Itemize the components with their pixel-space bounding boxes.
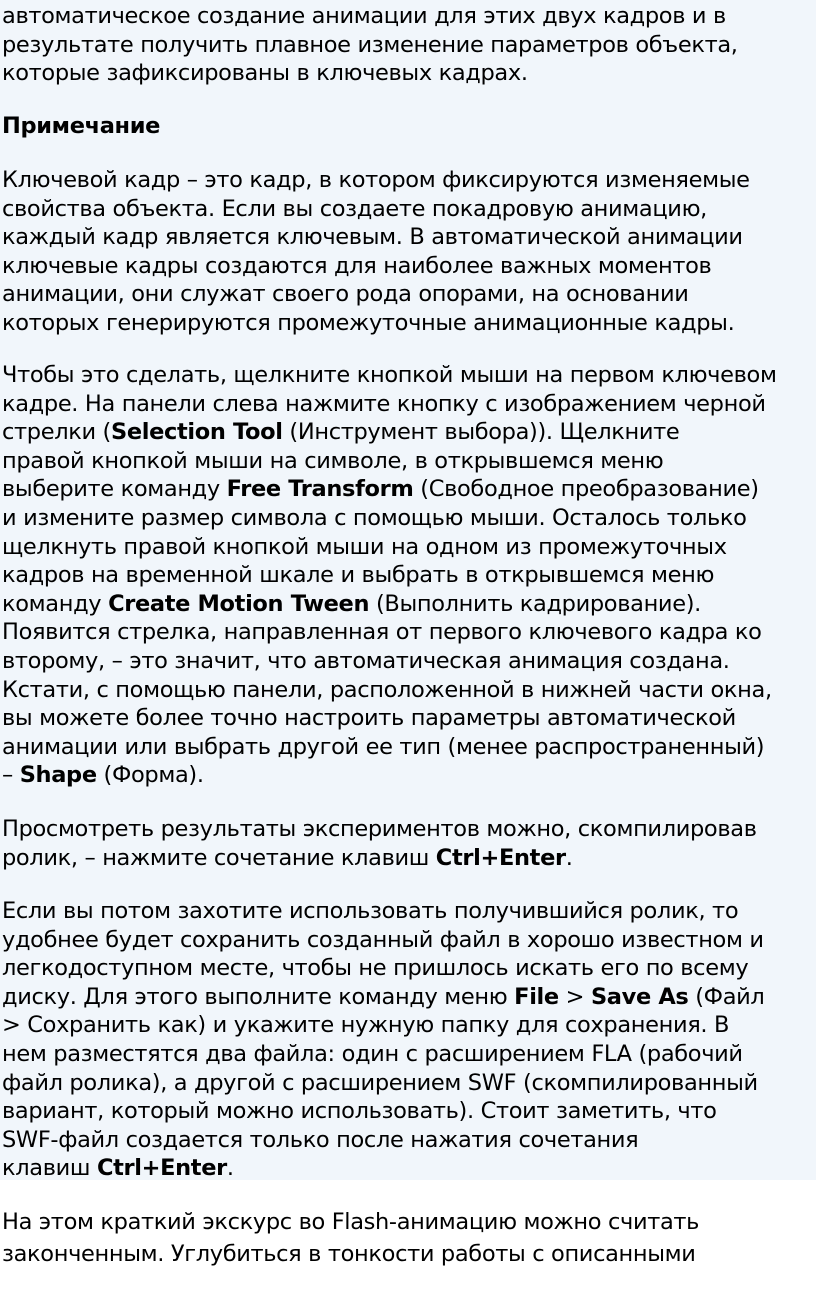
term-selection-tool: Selection Tool: [110, 419, 283, 446]
text-line: > Сохранить как) и укажите нужную папку для сохранения. В: [2, 1012, 730, 1039]
text-line: выберите команду: [2, 476, 227, 503]
text-line: щелкнуть правой кнопкой мыши на одном из промежуточных: [2, 533, 727, 560]
text-line: .: [565, 844, 573, 871]
text-line: вы можете более точно настроить параметры автоматической: [2, 705, 736, 732]
text-line: правой кнопкой мыши на символе, в открывшемся меню: [2, 447, 664, 474]
text-line: SWF-файл создается только после нажатия сочетания: [2, 1126, 639, 1153]
text-line: нем разместятся два файла: один с расширением FLA (рабочий: [2, 1040, 743, 1067]
text-line: клавиш: [2, 1155, 97, 1182]
text-line: автоматическое создание анимации для этих двух кадров и в: [2, 3, 726, 29]
text-line: кадров на временной шкале и выбрать в открывшемся меню: [2, 562, 715, 589]
text-line: стрелки (: [2, 419, 111, 446]
text-line: (Свободное преобразование): [413, 476, 759, 503]
text-line: команду: [2, 590, 109, 617]
paragraph-conclusion: [2, 1206, 699, 1270]
term-ctrl-enter: Ctrl+Enter: [96, 1155, 227, 1182]
term-ctrl-enter: Ctrl+Enter: [435, 844, 566, 871]
text-line: Кстати, с помощью панели, расположенной в нижней части окна,: [2, 676, 772, 703]
text-line: законченным. Углубиться в тонкости работы с описанными: [2, 1241, 696, 1267]
paragraph-preview: [2, 815, 757, 872]
text-line: анимации, они служат своего рода опорами, на основании: [2, 281, 689, 308]
text-line: ключевые кадры создаются для наиболее важных моментов: [2, 252, 712, 279]
text-line: удобнее будет сохранить созданный файл в хорошо известном и: [2, 926, 764, 953]
paragraph-intro: [2, 2, 738, 88]
text-line: файл ролика), а другой с расширением SWF (скомпилированный: [2, 1069, 758, 1096]
text-line: >: [558, 983, 591, 1010]
text-line: Если вы потом захотите использовать получившийся ролик, то: [2, 898, 739, 924]
text-line: результате получить плавное изменение параметров объекта,: [2, 31, 738, 58]
term-free-transform: Free Transform: [226, 476, 414, 503]
text-line: Ключевой кадр – это кадр, в котором фиксируются изменяемые: [2, 167, 750, 193]
text-line: –: [2, 762, 20, 789]
text-line: и измените размер символа с помощью мыши. Осталось только: [2, 504, 747, 531]
text-line: Чтобы это сделать, щелкните кнопкой мыши на первом ключевом: [2, 362, 777, 388]
paragraph-instructions: [2, 361, 777, 790]
note-heading: Примечание: [2, 113, 161, 139]
text-line: анимации или выбрать другой ее тип (менее распространенный): [2, 733, 765, 760]
text-line: диску. Для этого выполните команду меню: [2, 983, 515, 1010]
text-line: легкодоступном месте, чтобы не пришлось искать его по всему: [2, 955, 749, 982]
text-line: (Инструмент выбора)). Щелкните: [282, 419, 680, 446]
text-line: кадре. На панели слева нажмите кнопку с изображением черной: [2, 390, 766, 417]
paragraph-save: [2, 897, 764, 1183]
paragraph-keyframe: [2, 166, 750, 338]
text-line: второму, – это значит, что автоматическая анимация создана.: [2, 647, 730, 674]
term-file: File: [514, 983, 559, 1010]
text-line: Просмотреть результаты экспериментов можно, скомпилировав: [2, 816, 757, 842]
text-line: которых генерируются промежуточные анимационные кадры.: [2, 309, 735, 336]
term-save-as: Save As: [590, 983, 689, 1010]
text-line: .: [226, 1155, 234, 1182]
text-line: вариант, который можно использовать). Стоит заметить, что: [2, 1098, 717, 1125]
text-line: (Файл: [688, 983, 765, 1010]
text-line: ролик, – нажмите сочетание клавиш: [2, 844, 436, 871]
text-line: (Форма).: [96, 762, 204, 789]
text-line: свойства объекта. Если вы создаете покадровую анимацию,: [2, 195, 707, 222]
text-line: Появится стрелка, направленная от первого ключевого кадра ко: [2, 619, 762, 646]
text-line: На этом краткий экскурс во Flash-анимацию можно считать: [2, 1209, 700, 1235]
text-line: (Выполнить кадрирование).: [369, 590, 701, 617]
text-line: каждый кадр является ключевым. В автоматической анимации: [2, 224, 743, 251]
term-create-motion-tween: Create Motion Tween: [108, 590, 370, 617]
text-line: которые зафиксированы в ключевых кадрах.: [2, 60, 528, 87]
term-shape: Shape: [19, 762, 97, 789]
